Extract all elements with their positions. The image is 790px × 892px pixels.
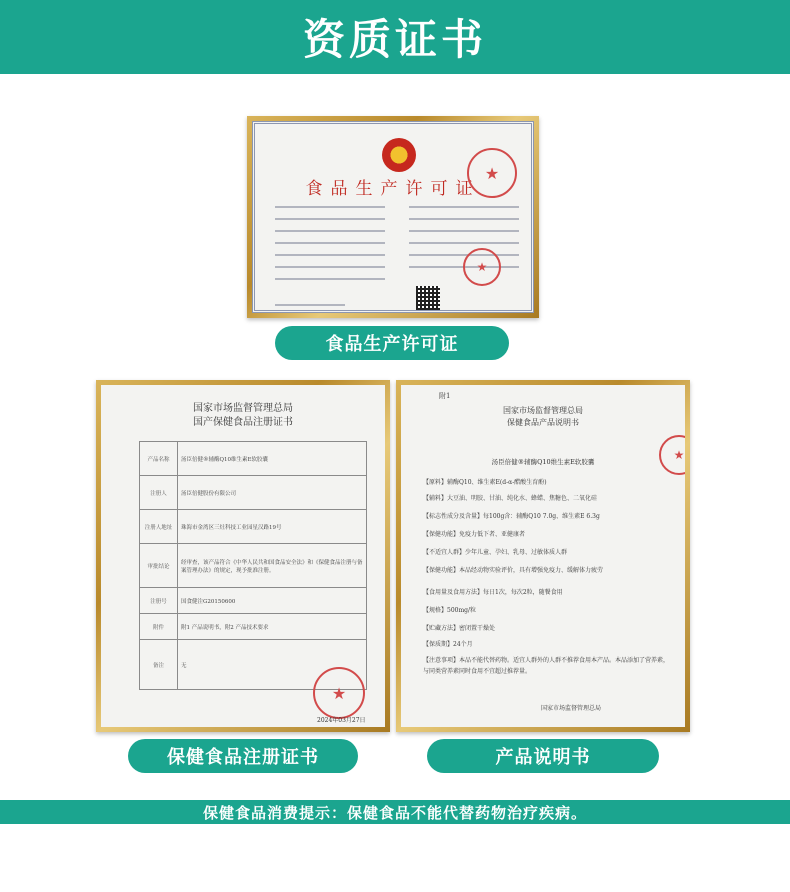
table-row: 产品名称 汤臣倍健®辅酶Q10维生素E软胶囊 xyxy=(140,442,367,476)
manual-line: 【食用量及食用方法】每日1次，每次2粒，随餐食用 xyxy=(423,589,563,596)
manual-line: 【标志性成分及含量】每100g含：辅酶Q10 7.0g、维生素E 6.3g xyxy=(423,513,600,520)
registration-certificate-frame xyxy=(96,380,390,732)
manual-line: 【注意事项】本品不能代替药物。适宜人群外的人群不推荐食用本产品。本品添加了营养素，与同类营养素同时食用不宜超过推荐量。 xyxy=(423,657,670,675)
manual-line: 【辅料】大豆油、明胶、甘油、纯化水、蜂蜡、焦糖色、二氧化硅 xyxy=(423,495,598,502)
table-row: 审批结论 经审查，该产品符合《中华人民共和国食品安全法》和《保健食品注册与备案管理办法》的规定，现予批准注册。 xyxy=(140,544,367,588)
registration-title: 国产保健食品注册证书 xyxy=(193,417,293,428)
manual-caption-pill xyxy=(427,739,659,773)
manual-line: 【贮藏方法】密闭置干燥处 xyxy=(423,625,496,632)
manual-line: 【保质期】24个月 xyxy=(423,641,473,648)
consumer-notice-banner xyxy=(0,800,790,824)
table-row: 附件 附1 产品说明书，附2 产品技术要求 xyxy=(140,614,367,640)
official-seal-icon: ★ xyxy=(463,248,501,286)
official-seal-icon: ★ xyxy=(313,667,365,719)
manual-caption: 产品说明书 xyxy=(495,747,591,768)
consumer-notice: 保健食品消费提示：保健食品不能代替药物治疗疾病。 xyxy=(202,803,587,822)
license-title: 食品生产许可证 xyxy=(305,179,481,199)
registration-authority: 国家市场监督管理总局 xyxy=(193,403,293,414)
national-emblem-icon xyxy=(382,138,416,172)
manual-title: 保健食品产品说明书 xyxy=(507,418,579,427)
official-seal-icon: ★ xyxy=(659,435,685,475)
manual-authority: 国家市场监督管理总局 xyxy=(503,406,583,415)
registration-caption: 保健食品注册证书 xyxy=(167,747,319,768)
manual-product: 汤臣倍健®辅酶Q10维生素E软胶囊 xyxy=(491,458,595,466)
manual-line: 【原料】辅酶Q10、维生素E(d-α-醋酸生育酚) xyxy=(423,479,547,486)
manual-appendix: 附1 xyxy=(439,392,451,400)
table-row: 备注 无 xyxy=(140,640,367,690)
top-banner xyxy=(0,0,790,74)
table-row: 注册号 国食健注G20150600 xyxy=(140,588,367,614)
table-row: 注册人地址 珠海市金湾区三灶科技工业园星汉路19号 xyxy=(140,510,367,544)
manual-line: 【保健功能】本品经动物实验评价，具有增强免疫力、缓解体力疲劳 xyxy=(423,567,604,574)
license-certificate xyxy=(252,121,534,313)
qr-code-icon xyxy=(416,286,440,310)
product-manual xyxy=(401,385,685,727)
page-title: 资质证书 xyxy=(302,15,487,64)
official-seal-icon: ★ xyxy=(467,148,517,198)
manual-frame xyxy=(396,380,690,732)
table-row: 注册人 汤臣倍健股份有限公司 xyxy=(140,476,367,510)
license-caption: 食品生产许可证 xyxy=(325,334,459,355)
registration-table xyxy=(139,441,367,690)
license-caption-pill xyxy=(275,326,509,360)
manual-line: 【保健功能】免疫力低下者、亚健康者 xyxy=(423,531,526,538)
registration-certificate xyxy=(101,385,385,727)
license-certificate-frame xyxy=(247,116,539,318)
registration-date: 2024年03月27日 xyxy=(317,717,366,724)
manual-line: 【不适宜人群】少年儿童、孕妇、乳母、过敏体质人群 xyxy=(423,549,568,556)
manual-line: 【规格】500mg/粒 xyxy=(423,607,477,614)
manual-line: 国家市场监督管理总局 xyxy=(541,705,602,712)
registration-caption-pill xyxy=(128,739,358,773)
